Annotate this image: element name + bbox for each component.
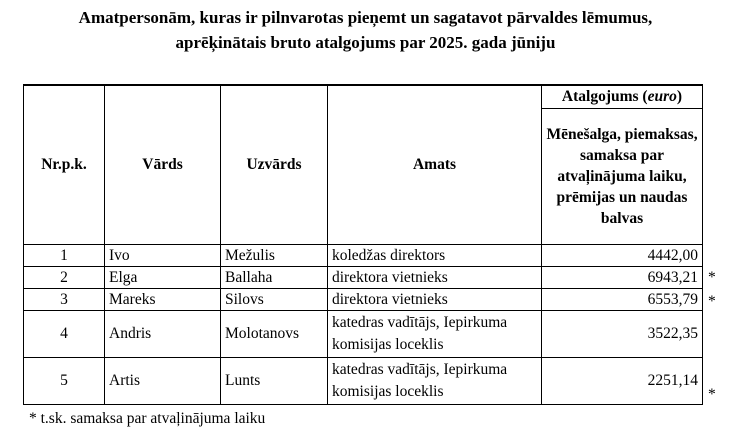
- table-row: [24, 267, 703, 289]
- row-amount: 6943,21: [542, 267, 703, 289]
- row-nr: 5: [24, 358, 105, 405]
- footnote: * t.sk. samaksa par atvaļinājuma laiku: [29, 410, 266, 427]
- row-position: katedras vadītājs, Iepirkuma komisijas loceklis: [328, 311, 542, 358]
- table-row: [24, 311, 703, 358]
- table-row: [24, 289, 703, 311]
- row-surname: Ballaha: [221, 267, 328, 289]
- row-amount: 3522,35: [542, 311, 703, 358]
- salary-group-unit: euro: [647, 88, 677, 106]
- row-position: koledžas direktors: [328, 245, 542, 267]
- salary-group-prefix: Atalgojums (: [561, 88, 648, 106]
- row-name: Artis: [105, 358, 221, 405]
- row-amount: 2251,14: [542, 358, 703, 405]
- header-nr: Nr.p.k.: [24, 85, 105, 245]
- row-name: Ivo: [105, 245, 221, 267]
- header-position: Amats: [328, 85, 542, 245]
- row-nr: 3: [24, 289, 105, 311]
- header-name: Vārds: [105, 85, 221, 245]
- row-5-marker: *: [708, 386, 716, 403]
- row-amount: 6553,79: [542, 289, 703, 311]
- row-nr: 4: [24, 311, 105, 358]
- row-name: Elga: [105, 267, 221, 289]
- row-nr: 1: [24, 245, 105, 267]
- salary-table: [23, 84, 703, 405]
- salary-group-suffix: ): [676, 88, 683, 106]
- header-surname: Uzvārds: [221, 85, 328, 245]
- row-surname: Lunts: [221, 358, 328, 405]
- document-title: [0, 5, 731, 55]
- row-name: Mareks: [105, 289, 221, 311]
- row-position: direktora vietnieks: [328, 267, 542, 289]
- title-line-1: Amatpersonām, kuras ir pilnvarotas pieņemt un sagatavot pārvaldes lēmumus,: [78, 8, 653, 27]
- row-position: katedras vadītājs, Iepirkuma komisijas loceklis: [328, 358, 542, 405]
- row-surname: Silovs: [221, 289, 328, 311]
- table-row: [24, 245, 703, 267]
- row-surname: Mežulis: [221, 245, 328, 267]
- title-line-2: aprēķinātais bruto atalgojums par 2025. gada jūniju: [175, 33, 556, 52]
- row-name: Andris: [105, 311, 221, 358]
- row-2-marker: *: [708, 269, 716, 286]
- row-3-marker: *: [708, 293, 716, 310]
- row-amount: 4442,00: [542, 245, 703, 267]
- row-surname: Molotanovs: [221, 311, 328, 358]
- header-salary-description: Mēnešalga, piemaksas, samaksa par atvaļinājuma laiku, prēmijas un naudas balvas: [542, 109, 703, 245]
- row-position: direktora vietnieks: [328, 289, 542, 311]
- header-salary-group: [542, 85, 703, 109]
- row-nr: 2: [24, 267, 105, 289]
- table-row: [24, 358, 703, 405]
